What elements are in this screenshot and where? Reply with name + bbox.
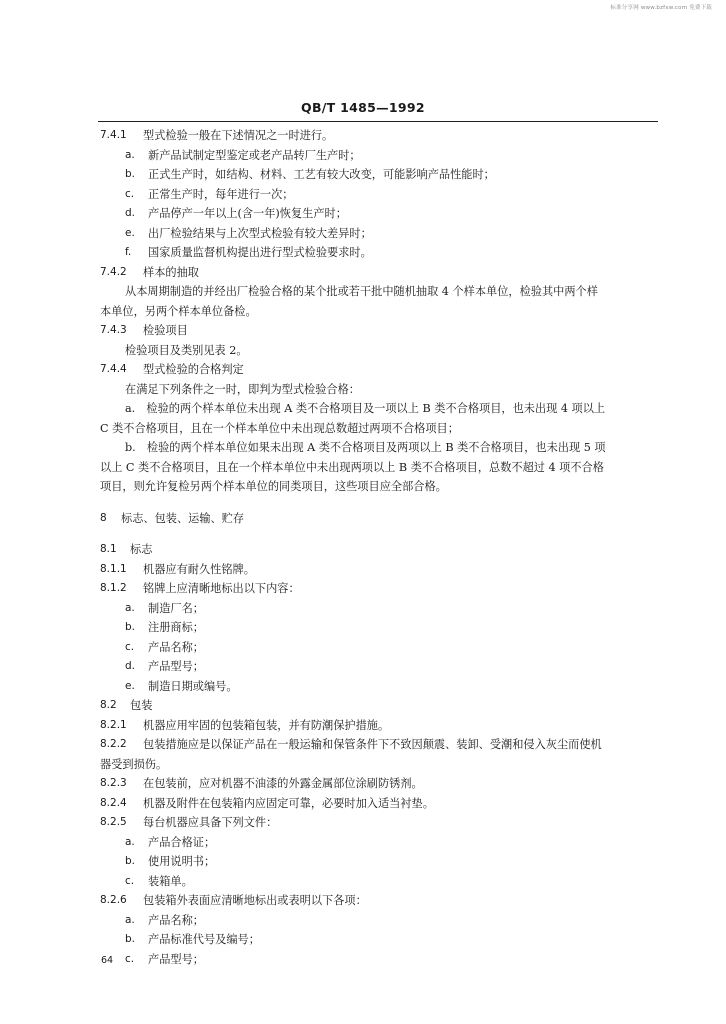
section-title: 机器及附件在包装箱内应固定可靠，必要时加入适当衬垫。 <box>143 796 434 810</box>
list-item: b. 正式生产时，如结构、材料、工艺有较大改变，可能影响产品性能时； <box>125 168 495 181</box>
section-8-2-5 <box>0 813 726 833</box>
paragraph-line: C 类不合格项目，且在一个样本单位中未出现总数超过两项不合格项目； <box>100 421 459 435</box>
section-number: 8.2.6 <box>100 894 127 906</box>
section-7-4-4 <box>0 360 726 380</box>
section-8-2-6 <box>0 891 726 911</box>
list-item: e. 制造日期或编号。 <box>125 679 238 693</box>
section-title: 标志 <box>130 543 153 556</box>
section-number: 8.2.2 <box>100 738 127 750</box>
list-item: c. 装箱单。 <box>125 874 193 888</box>
section-title: 机器应用牢固的包装箱包装，并有防潮保护措施。 <box>143 718 390 732</box>
page-header-standard-code: QB/T 1485—1992 <box>301 100 425 115</box>
list-item: d. 产品型号； <box>125 660 204 673</box>
paragraph-line: 检验项目及类别见表 2。 <box>125 343 248 357</box>
section-8-2-1 <box>0 716 726 736</box>
list-item: a. 产品名称； <box>125 913 204 927</box>
list-item: b. 注册商标； <box>125 621 204 634</box>
section-8-1 <box>0 540 726 560</box>
section-title: 包装措施应是以保证产品在一般运输和保管条件下不致因颠震、装卸、受潮和侵入灰尘而使机 <box>143 738 602 751</box>
section-number: 8.2.5 <box>100 816 127 828</box>
paragraph-line: 从本周期制造的并经出厂检验合格的某个批或若干批中随机抽取 4 个样本单位，检验其中两个样 <box>125 285 598 298</box>
list-item: c. 正常生产时，每年进行一次； <box>125 187 294 201</box>
paragraph-line: 项目，则允许复检另两个样本单位的同类项目，这些项目应全部合格。 <box>100 480 447 493</box>
section-8-2-2 <box>0 735 726 755</box>
chapter-8-heading <box>0 509 726 529</box>
section-7-4-1 <box>0 126 726 146</box>
list-item: e. 出厂检验结果与上次型式检验有较大差异时； <box>125 226 372 240</box>
list-item: a. 制造厂名； <box>125 601 204 615</box>
section-title: 每台机器应具备下列文件： <box>143 816 278 829</box>
section-title: 在包装前，应对机器不油漆的外露金属部位涂刷防锈剂。 <box>143 777 423 790</box>
section-number: 8.1.2 <box>100 582 127 594</box>
section-title: 包装箱外表面应清晰地标出或表明以下各项： <box>143 894 367 907</box>
section-8-2-3 <box>0 774 726 794</box>
page-number: 64 <box>101 955 114 966</box>
section-title: 型式检验一般在下述情况之一时进行。 <box>143 129 334 142</box>
section-number: 8.1 <box>100 543 117 555</box>
paragraph-line: 本单位，另两个样本单位备检。 <box>100 304 257 318</box>
watermark-text: 标准分享网 www.bzfxw.com 免费下载 <box>610 5 712 11</box>
section-number: 8.2.4 <box>100 796 127 809</box>
list-item: c. 产品名称； <box>125 640 204 654</box>
section-8-1-2 <box>0 579 726 599</box>
list-item: d. 产品停产一年以上(含一年)恢复生产时； <box>125 207 347 220</box>
section-title: 包装 <box>130 699 153 712</box>
section-title: 样本的抽取 <box>143 265 199 279</box>
paragraph-line: 以上 C 类不合格项目，且在一个样本单位中未出现两项以上 B 类不合格项目，总数不超过 4 项不合格 <box>100 460 604 474</box>
list-item: b. 使用说明书； <box>125 855 216 868</box>
section-number: 7.4.3 <box>100 324 127 336</box>
section-number: 7.4.1 <box>100 129 127 141</box>
paragraph-line: a. 检验的两个样本单位未出现 A 类不合格项目及一项以上 B 类不合格项目，也未出现 4 项以上 <box>125 402 606 415</box>
section-7-4-3 <box>0 321 726 341</box>
section-8-1-1 <box>0 560 726 580</box>
section-8-2-4 <box>0 794 726 814</box>
list-item: a. 产品合格证； <box>125 835 216 849</box>
header-rule <box>98 121 658 122</box>
section-7-4-2 <box>0 263 726 283</box>
section-number: 8.2.1 <box>100 718 127 731</box>
section-title: 铭牌上应清晰地标出以下内容： <box>143 582 300 595</box>
paragraph-line: 在满足下列条件之一时，即判为型式检验合格： <box>125 382 360 396</box>
document-body <box>0 126 726 969</box>
list-item: a. 新产品试制定型鉴定或老产品转厂生产时； <box>125 148 361 162</box>
section-number: 8.1.1 <box>100 562 127 575</box>
chapter-number: 8 <box>100 511 107 524</box>
section-number: 8.2 <box>100 699 117 711</box>
section-title: 检验项目 <box>143 324 188 337</box>
chapter-title: 标志、包装、运输、贮存 <box>121 511 245 525</box>
section-number: 8.2.3 <box>100 777 127 789</box>
list-item: f. 国家质量监督机构提出进行型式检验要求时。 <box>125 246 372 259</box>
section-number: 7.4.2 <box>100 265 127 278</box>
list-item: b. 产品标准代号及编号； <box>125 933 260 946</box>
paragraph-line: b. 检验的两个样本单位如果未出现 A 类不合格项目及两项以上 B 类不合格项目，也未出现 5 项 <box>125 441 606 454</box>
section-title: 机器应有耐久性铭牌。 <box>143 562 255 576</box>
section-title: 型式检验的合格判定 <box>143 363 244 376</box>
paragraph-line: 器受到损伤。 <box>100 757 168 771</box>
list-item: c. 产品型号； <box>125 952 204 966</box>
section-8-2 <box>0 696 726 716</box>
section-number: 7.4.4 <box>100 363 127 375</box>
